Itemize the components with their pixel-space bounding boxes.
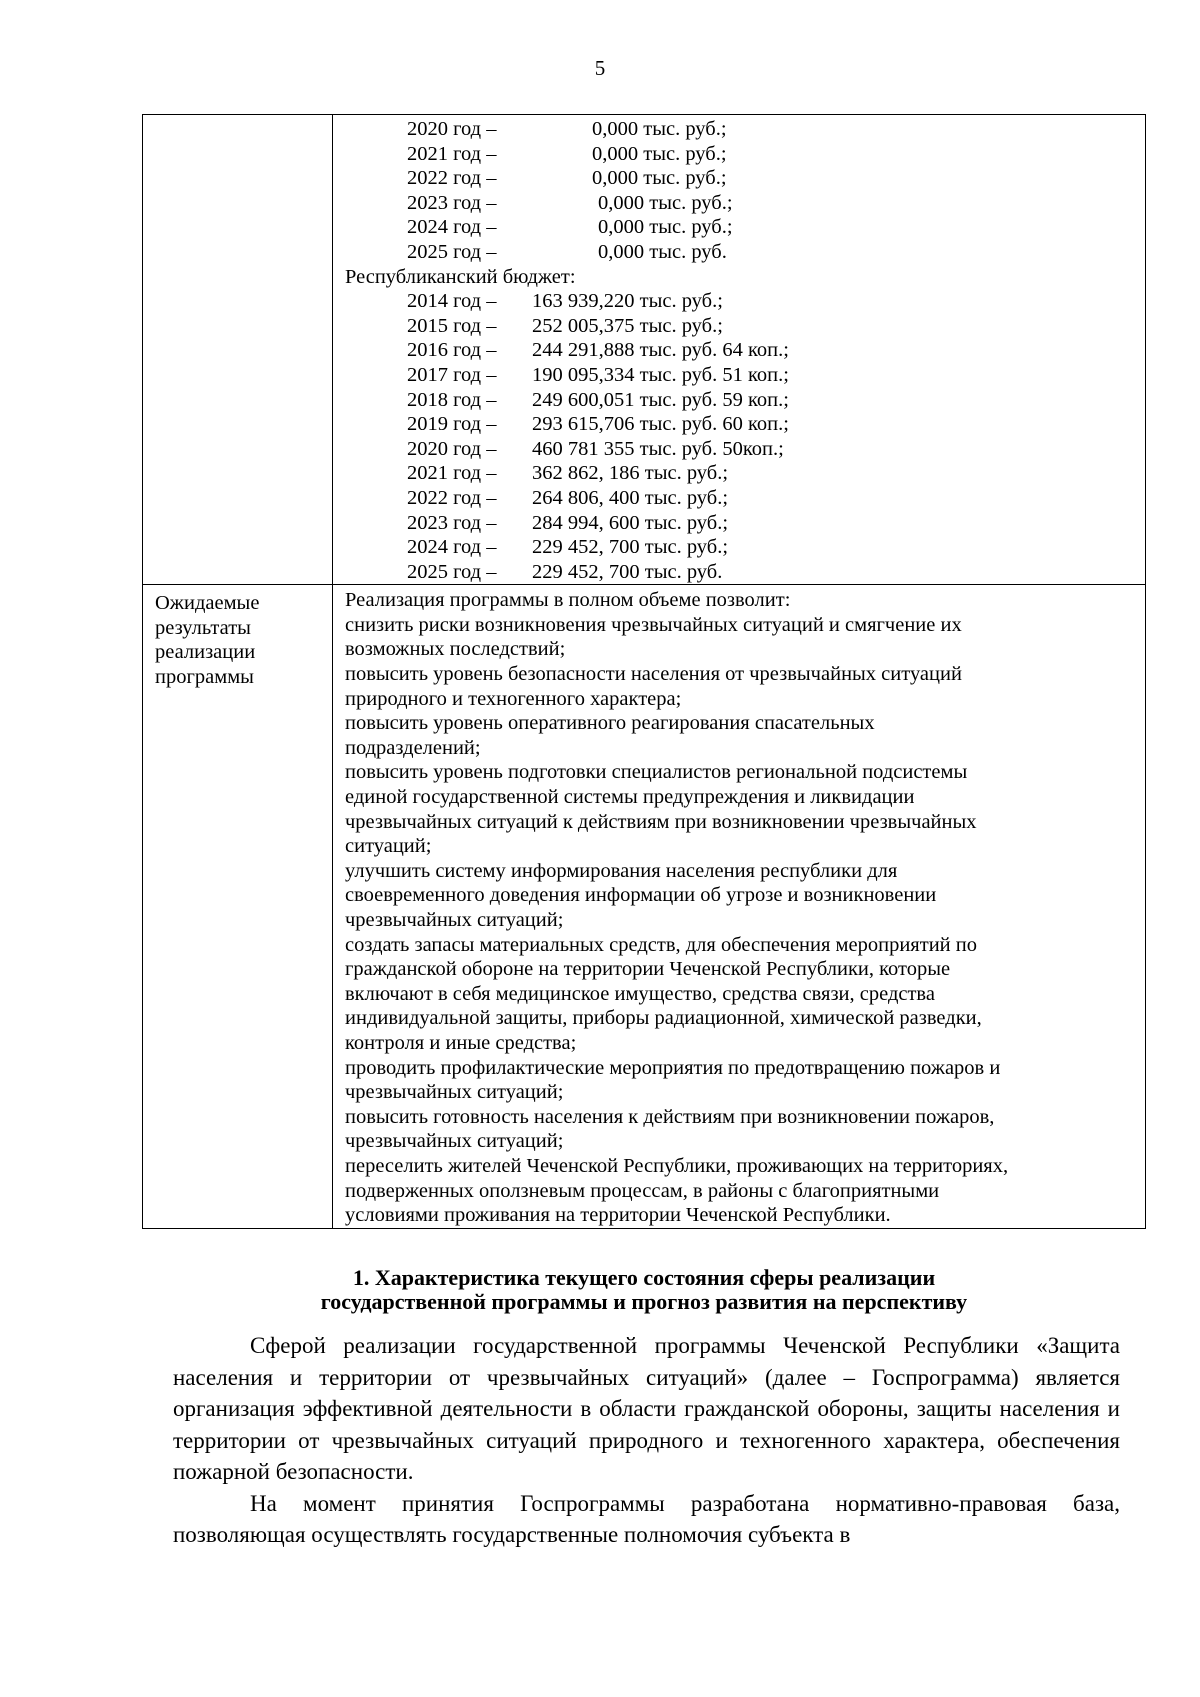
funding-year: 2023 год – [407,511,497,534]
funding-label-cell [143,115,333,585]
results-text-line: подверженных оползневым процессам, в районы с благоприятными [345,1179,940,1202]
results-label-cell [143,585,333,1228]
funding-year-row [345,338,1141,363]
program-passport-table [142,114,1146,1229]
section-heading-line-2: государственной программы и прогноз развития на перспективу [320,1289,968,1314]
funding-year: 2024 год – [407,216,497,239]
results-text-line: природного и техногенного характера; [345,687,682,710]
results-label [155,591,332,689]
funding-amount: 0,000 тыс. руб.; [598,216,733,239]
funding-amount: 264 806, 400 тыс. руб.; [532,486,729,509]
funding-year: 2017 год – [407,363,497,386]
results-text-line: своевременного доведения информации об угрозе и возникновении [345,884,937,907]
funding-year: 2014 год – [407,290,497,313]
funding-year-row [345,388,1141,413]
results-label-line: реализации [155,641,256,664]
results-text-line: снизить риски возникновения чрезвычайных ситуаций и смягчение их [345,613,962,636]
funding-year-row [345,412,1141,437]
funding-amount: 249 600,051 тыс. руб. 59 коп.; [532,388,789,411]
funding-amount: 244 291,888 тыс. руб. 64 коп.; [532,339,789,362]
funding-year: 2016 год – [407,339,497,362]
funding-year-row [345,560,1141,585]
paragraph-1: Сферой реализации государственной программы Чеченской Республики «Защита населения и территории от чрезвычайных ситуаций» (далее – Госпрограмма) является организация эффективной деятельности в области гражданской обороны, защиты населения и территории от чрезвычайных ситуаций природного и техногенного характера, обеспечения пожарной безопасности. [173,1333,1120,1484]
funding-year-row [345,461,1141,486]
results-text-line: чрезвычайных ситуаций; [345,1130,564,1153]
results-text-line: чрезвычайных ситуаций; [345,909,564,931]
results-text-line: создать запасы материальных средств, для обеспечения мероприятий по [345,933,977,956]
funding-year-row [345,314,1141,339]
funding-year: 2021 год – [407,462,497,485]
funding-amount: 293 615,706 тыс. руб. 60 коп.; [532,413,789,436]
funding-amount: 460 781 355 тыс. руб. 50коп.; [532,437,784,460]
funding-amount: 284 994, 600 тыс. руб.; [532,511,729,534]
funding-year-row [345,240,1141,265]
funding-year-row [345,437,1141,462]
results-text-line: повысить уровень безопасности населения от чрезвычайных ситуаций [345,663,962,686]
funding-amount: 252 005,375 тыс. руб.; [532,314,723,337]
results-label-line: результаты [155,616,251,639]
paragraph-2: На момент принятия Госпрограммы разработана нормативно-правовая база, позволяющая осуществлять государственные полномочия субъекта в [173,1490,1120,1547]
funding-year-row [345,511,1141,536]
results-text-line: проводить профилактические мероприятия по предотвращению пожаров и [345,1056,1001,1079]
funding-year-row [345,486,1141,511]
funding-year: 2021 год – [407,142,497,165]
results-content-cell [333,585,1146,1228]
funding-year: 2023 год – [407,191,497,214]
results-text-line: контроля и иные средства; [345,1031,577,1054]
results-text-line: условиями проживания на территории Чеченской Республики. [345,1204,891,1227]
republic-budget-label: Республиканский бюджет: [345,265,576,288]
results-text-line: единой государственной системы предупреждения и ликвидации [345,786,915,809]
funding-row [143,115,1146,585]
funding-amount: 229 452, 700 тыс. руб.; [532,536,729,559]
funding-year: 2018 год – [407,388,497,411]
funding-amount: 362 862, 186 тыс. руб.; [532,462,729,485]
results-text-line: гражданской обороне на территории Чеченской Республики, которые [345,958,951,981]
funding-amount: 0,000 тыс. руб.; [598,191,733,214]
funding-year-row [345,363,1141,388]
funding-year: 2025 год – [407,560,497,583]
funding-top-list [345,117,1141,265]
funding-year: 2022 год – [407,486,497,509]
results-text [345,588,1141,1227]
funding-year-row [345,289,1141,314]
funding-year-row [345,117,1141,142]
funding-amount: 0,000 тыс. руб.; [592,142,727,165]
section-body [173,1330,1120,1551]
funding-year-row [345,535,1141,560]
funding-content-cell [333,115,1146,585]
results-label-line: Ожидаемые [155,592,260,615]
funding-year: 2025 год – [407,240,497,263]
funding-year-row [345,142,1141,167]
results-text-line: повысить готовность населения к действиям при возникновении пожаров, [345,1105,995,1128]
results-text-line: ситуаций; [345,835,432,858]
funding-year-row [345,166,1141,191]
section-heading-line-1: 1. Характеристика текущего состояния сферы реализации [352,1265,936,1290]
results-label-line: программы [155,666,254,689]
results-text-line: улучшить систему информирования населения республики для [345,859,898,882]
funding-amount: 0,000 тыс. руб.; [592,167,727,190]
results-text-line: чрезвычайных ситуаций к действиям при возникновении чрезвычайных [345,810,977,833]
funding-amount: 163 939,220 тыс. руб.; [532,290,723,313]
funding-year: 2020 год – [407,437,497,460]
funding-year: 2024 год – [407,536,497,559]
results-text-line: подразделений; [345,736,481,759]
results-text-line: индивидуальной защиты, приборы радиационной, химической разведки, [345,1007,982,1030]
funding-amount: 229 452, 700 тыс. руб. [532,560,723,583]
results-text-line: возможных последствий; [345,638,566,661]
results-text-line: переселить жителей Чеченской Республики, проживающих на территориях, [345,1154,1009,1177]
page-number: 5 [594,56,606,80]
funding-year: 2022 год – [407,167,497,190]
funding-amount: 0,000 тыс. руб. [598,240,727,263]
funding-amount: 190 095,334 тыс. руб. 51 коп.; [532,363,789,386]
results-text-line: чрезвычайных ситуаций; [345,1081,564,1104]
funding-year-row [345,191,1141,216]
republic-budget-list [345,289,1141,584]
funding-year: 2015 год – [407,314,497,337]
funding-year-row [345,215,1141,240]
results-text-line: повысить уровень подготовки специалистов региональной подсистемы [345,761,968,784]
funding-year: 2019 год – [407,413,497,436]
results-text-line: повысить уровень оперативного реагирования спасательных [345,712,875,735]
results-row [143,585,1146,1228]
funding-year: 2020 год – [407,118,497,140]
results-text-line: включают в себя медицинское имущество, средства связи, средства [345,982,935,1005]
section-heading [142,1266,1146,1314]
results-text-line: Реализация программы в полном объеме позволит: [345,589,791,612]
funding-amount: 0,000 тыс. руб.; [592,118,727,140]
